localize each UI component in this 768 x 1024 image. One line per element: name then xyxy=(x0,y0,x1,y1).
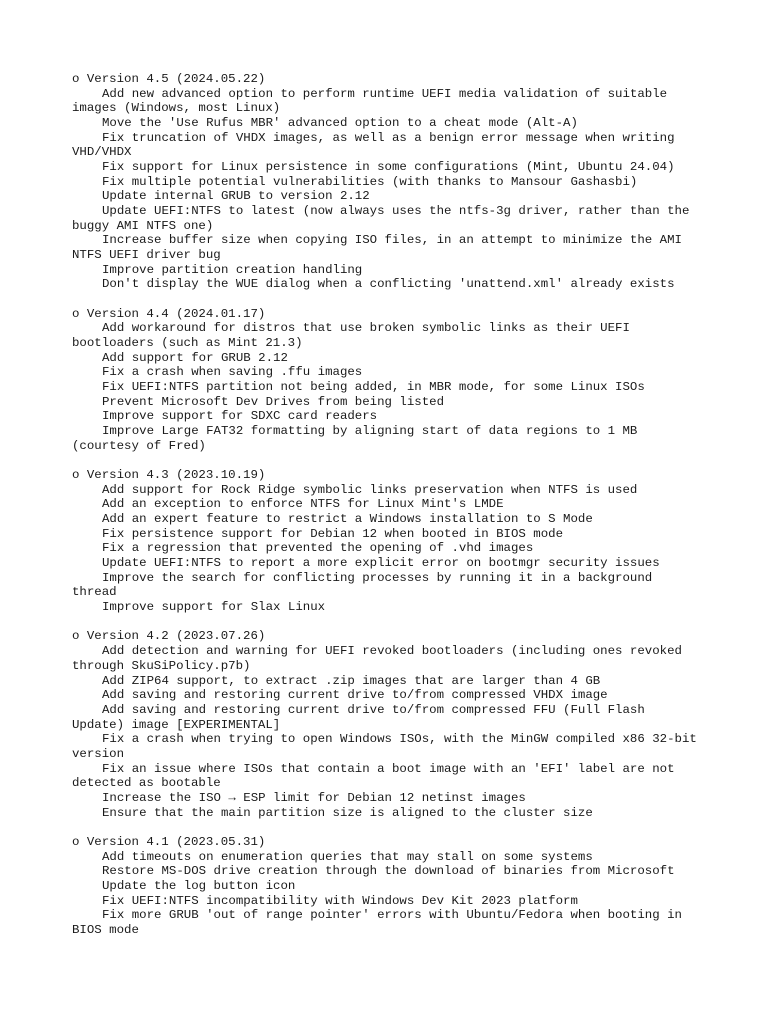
changelog-item: Add support for GRUB 2.12 xyxy=(102,350,288,365)
changelog-item: Add timeouts on enumeration queries that may stall on some systems xyxy=(102,849,593,864)
changelog-item: Increase the ISO → ESP limit for Debian 12 netinst images xyxy=(102,790,526,805)
changelog-item: Ensure that the main partition size is aligned to the cluster size xyxy=(102,805,593,820)
version-section xyxy=(72,72,702,292)
version-section xyxy=(72,629,705,820)
version-heading: o Version 4.5 (2024.05.22) xyxy=(72,72,266,86)
changelog-item: Update UEFI:NTFS to latest (now always uses the ntfs-3g driver, rather than the buggy AMI NTFS one) xyxy=(72,204,697,233)
changelog-item: Improve the search for conflicting processes by running it in a background thread xyxy=(72,570,660,600)
version-heading: o Version 4.4 (2024.01.17) xyxy=(72,306,266,321)
version-section xyxy=(72,835,702,938)
changelog-item: Don't display the WUE dialog when a conflicting 'unattend.xml' already exists xyxy=(102,277,675,292)
changelog-item: Fix a crash when trying to open Windows ISOs, with the MinGW compiled x86 32-bit version xyxy=(72,732,705,761)
changelog-document xyxy=(72,72,705,952)
version-heading: o Version 4.1 (2023.05.31) xyxy=(72,834,266,849)
changelog-item: Fix a regression that prevented the opening of .vhd images xyxy=(102,541,534,556)
changelog-item: Add workaround for distros that use broken symbolic links as their UEFI bootloaders (such as Mint 21.3) xyxy=(72,321,638,351)
changelog-item: Move the 'Use Rufus MBR' advanced option to a cheat mode (Alt-A) xyxy=(102,116,578,131)
version-section xyxy=(72,307,702,454)
changelog-item: Fix multiple potential vulnerabilities (with thanks to Mansour Gashasbi) xyxy=(102,174,638,189)
changelog-item: Update UEFI:NTFS to report a more explicit error on bootmgr security issues xyxy=(102,556,660,571)
changelog-item: Add an expert feature to restrict a Windows installation to S Mode xyxy=(102,512,593,527)
changelog-item: Add ZIP64 support, to extract .zip images that are larger than 4 GB xyxy=(102,673,601,688)
changelog-item: Fix a crash when saving .ffu images xyxy=(102,365,363,380)
changelog-item: Improve support for SDXC card readers xyxy=(102,409,378,424)
changelog-item: Fix more GRUB 'out of range pointer' errors with Ubuntu/Fedora when booting in BIOS mode xyxy=(72,908,690,937)
changelog-item: Fix UEFI:NTFS incompatibility with Windows Dev Kit 2023 platform xyxy=(102,893,578,908)
changelog-item: Add an exception to enforce NTFS for Linux Mint's LMDE xyxy=(102,497,504,512)
changelog-item: Restore MS-DOS drive creation through the download of binaries from Microsoft xyxy=(102,864,675,879)
changelog-item: Prevent Microsoft Dev Drives from being listed xyxy=(102,394,445,409)
changelog-item: Fix an issue where ISOs that contain a boot image with an 'EFI' label are not detected as bootable xyxy=(72,761,682,791)
changelog-item: Update internal GRUB to version 2.12 xyxy=(102,189,370,204)
changelog-item: Improve support for Slax Linux xyxy=(102,600,326,615)
changelog-item: Add support for Rock Ridge symbolic links preservation when NTFS is used xyxy=(102,482,638,497)
changelog-item: Add new advanced option to perform runtime UEFI media validation of suitable images (Windows, most Linux) xyxy=(72,86,675,116)
changelog-item: Fix truncation of VHDX images, as well as a benign error message when writing VHD/VHDX xyxy=(72,130,682,160)
changelog-item: Improve Large FAT32 formatting by aligning start of data regions to 1 MB (courtesy of Fred) xyxy=(72,424,645,453)
version-heading: o Version 4.3 (2023.10.19) xyxy=(72,468,266,483)
changelog-item: Improve partition creation handling xyxy=(102,262,363,277)
changelog-item: Add detection and warning for UEFI revoked bootloaders (including ones revoked through SkuSiPolicy.p7b) xyxy=(72,644,690,673)
changelog-item: Increase buffer size when copying ISO files, in an attempt to minimize the AMI NTFS UEFI driver bug xyxy=(72,233,690,263)
changelog-item: Add saving and restoring current drive to/from compressed VHDX image xyxy=(102,688,608,703)
changelog-item: Fix UEFI:NTFS partition not being added, in MBR mode, for some Linux ISOs xyxy=(102,380,645,395)
changelog-item: Update the log button icon xyxy=(102,878,296,893)
changelog-item: Add saving and restoring current drive to/from compressed FFU (Full Flash Update) image [EXPERIMENTAL] xyxy=(72,702,653,732)
changelog-item: Fix persistence support for Debian 12 when booted in BIOS mode xyxy=(102,526,564,541)
version-section xyxy=(72,468,702,615)
version-heading: o Version 4.2 (2023.07.26) xyxy=(72,629,266,644)
changelog-item: Fix support for Linux persistence in some configurations (Mint, Ubuntu 24.04) xyxy=(102,160,675,175)
